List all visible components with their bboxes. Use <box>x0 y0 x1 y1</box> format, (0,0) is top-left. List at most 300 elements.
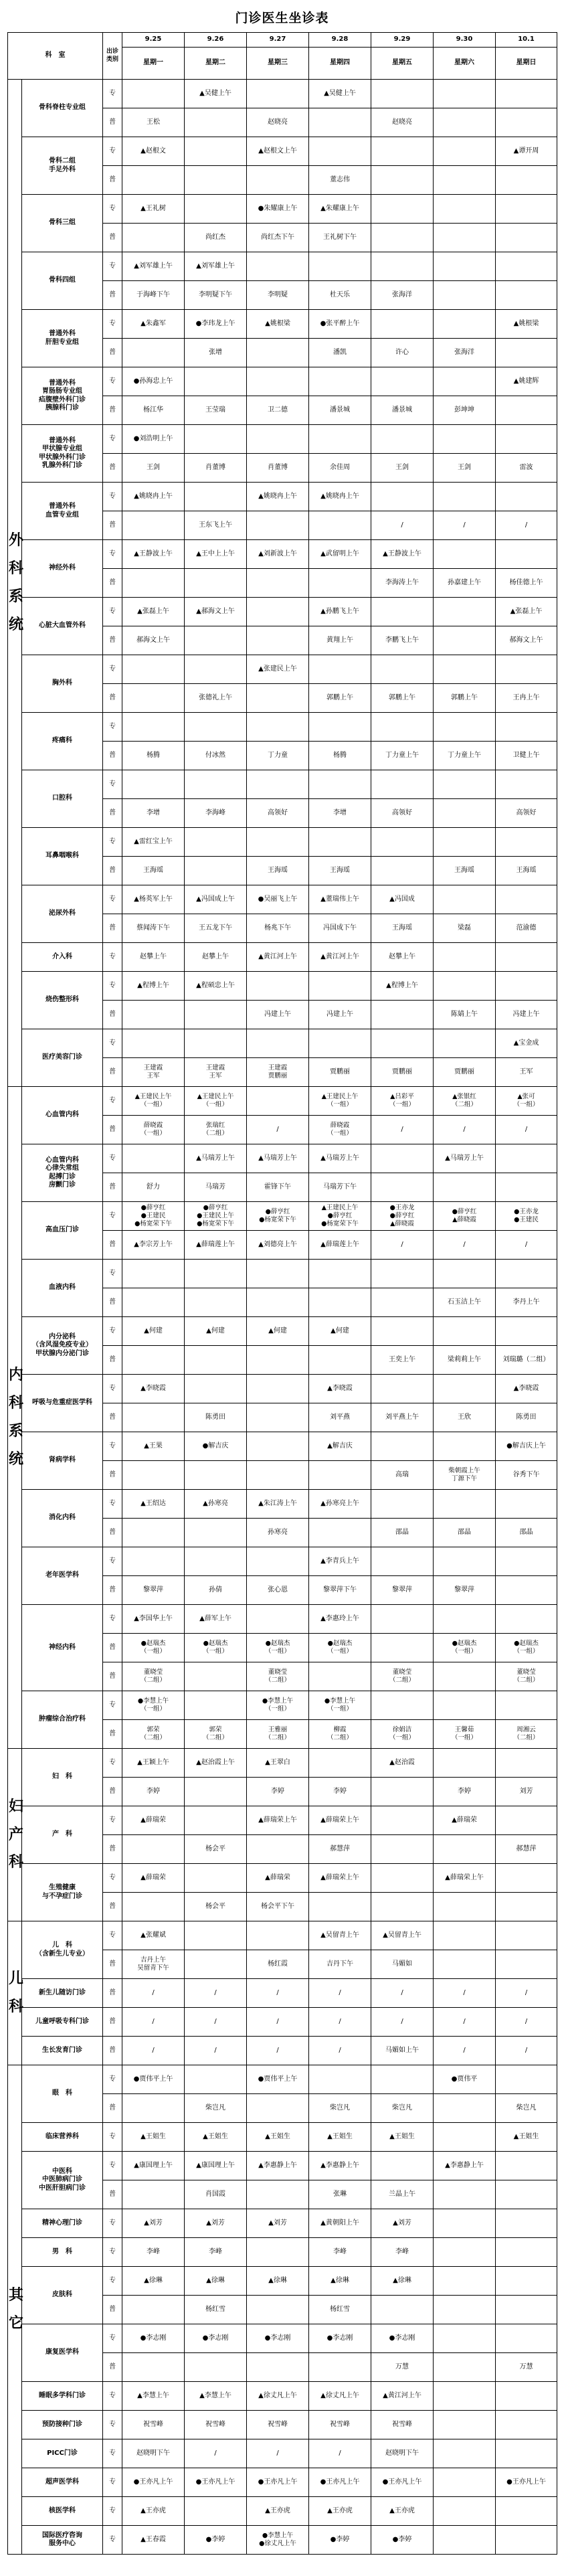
doctor-cell: 柴朝霞上午 丁源下午 <box>434 1461 496 1490</box>
doctor-cell: 董志伟 <box>309 166 371 195</box>
doctor-cell <box>371 770 434 799</box>
doctor-cell: 杨会平 <box>185 1893 247 1921</box>
doctor-cell <box>434 1547 496 1576</box>
doctor-cell <box>496 2439 557 2468</box>
doctor-cell <box>434 310 496 339</box>
doctor-cell: 马媚如 <box>371 1950 434 1979</box>
doctor-cell <box>496 2296 557 2324</box>
doctor-cell: ▲薛瑞荣 <box>247 1864 309 1893</box>
doctor-cell <box>185 1519 247 1547</box>
doctor-cell <box>496 252 557 281</box>
doctor-cell: 李鹏飞上午 <box>371 626 434 655</box>
department-name: 老年医学科 <box>22 1547 103 1605</box>
doctor-cell <box>185 1778 247 1806</box>
header-date: 9.27 <box>247 33 309 48</box>
doctor-cell: ●王亦龙 ●王建民 <box>496 1202 557 1231</box>
doctor-cell: / <box>185 2037 247 2065</box>
department-name: 产 科 <box>22 1806 103 1864</box>
doctor-cell: / <box>496 1231 557 1260</box>
doctor-cell <box>122 1346 185 1375</box>
schedule-row <box>8 2065 557 2094</box>
doctor-cell: 陈婧上午 <box>434 1001 496 1029</box>
schedule-row <box>8 483 557 511</box>
doctor-cell: 王松 <box>122 108 185 137</box>
doctor-cell <box>371 1288 434 1317</box>
doctor-cell <box>371 166 434 195</box>
section-label <box>8 1749 22 1921</box>
doctor-cell: ▲王亦虎 <box>122 2497 185 2526</box>
doctor-cell: 李海峰 <box>185 799 247 828</box>
doctor-cell <box>371 310 434 339</box>
doctor-cell: ▲何建 <box>309 1317 371 1346</box>
doctor-cell: ▲赵根文上午 <box>247 137 309 166</box>
doctor-cell: ●朱耀康上午 <box>247 195 309 224</box>
doctor-cell <box>185 1806 247 1835</box>
schedule-row <box>8 425 557 454</box>
doctor-cell: 李峰 <box>122 2238 185 2267</box>
doctor-cell <box>309 1461 371 1490</box>
department-name: 普通外科 肝胆专业组 <box>22 310 103 367</box>
visit-type: 专 <box>103 2209 122 2238</box>
doctor-cell: ▲朱鑫军 <box>122 310 185 339</box>
doctor-cell: ●赵瑞杰 （一组） <box>247 1634 309 1662</box>
doctor-cell: ▲王亦虎 <box>371 2497 434 2526</box>
doctor-cell <box>434 943 496 972</box>
doctor-cell <box>309 425 371 454</box>
doctor-cell: ●赵瑞杰 （一组） <box>185 1634 247 1662</box>
doctor-cell <box>371 195 434 224</box>
doctor-cell: ▲姚晓冉上午 <box>122 483 185 511</box>
schedule-row <box>8 1087 557 1116</box>
doctor-cell: ●王亦凡上午 <box>371 2468 434 2497</box>
doctor-cell <box>371 483 434 511</box>
doctor-cell: ▲薛瑞莲上午 <box>309 1231 371 1260</box>
department-name: 儿 科 （含新生儿专业） <box>22 1921 103 1979</box>
doctor-cell: ▲刘芳 <box>371 2209 434 2238</box>
department-name: 眼 科 <box>22 2065 103 2123</box>
doctor-cell <box>496 2180 557 2209</box>
schedule-row <box>8 655 557 684</box>
doctor-cell: ▲刘德亮上午 <box>247 1231 309 1260</box>
doctor-cell <box>247 1461 309 1490</box>
doctor-cell: ▲程博上午 <box>371 972 434 1001</box>
department-name: 生长发育门诊 <box>22 2037 103 2065</box>
doctor-cell <box>185 626 247 655</box>
doctor-cell <box>496 885 557 914</box>
doctor-cell: ▲黄朝阳上午 <box>309 2209 371 2238</box>
header-dept: 科 室 <box>8 33 103 80</box>
doctor-cell <box>247 828 309 857</box>
doctor-cell: ▲何建 <box>247 1317 309 1346</box>
doctor-cell <box>434 2353 496 2382</box>
doctor-cell: ▲王建民上午 （一组） <box>122 1087 185 1116</box>
schedule-row <box>8 2238 557 2267</box>
doctor-cell: ●李婷 <box>371 2526 434 2555</box>
doctor-cell: ▲徐琳 <box>309 2267 371 2296</box>
doctor-cell: / <box>371 1231 434 1260</box>
doctor-cell: ▲王亦虎 <box>309 2497 371 2526</box>
header-weekday: 星期三 <box>247 48 309 80</box>
visit-type: 普 <box>103 1116 122 1144</box>
doctor-cell: ▲徐丈凡上午 <box>247 2382 309 2411</box>
doctor-cell <box>496 943 557 972</box>
doctor-cell: ▲吴留青上午 <box>309 1921 371 1950</box>
schedule-row <box>8 80 557 108</box>
doctor-cell: ▲薛瑞莲上午 <box>185 1231 247 1260</box>
schedule-row <box>8 1375 557 1403</box>
doctor-cell: 董晓莹 （二组） <box>247 1662 309 1691</box>
visit-type: 专 <box>103 195 122 224</box>
doctor-cell: ▲吴健上午 <box>185 80 247 108</box>
doctor-cell: ▲谭开周 <box>496 137 557 166</box>
doctor-cell <box>434 2468 496 2497</box>
doctor-cell: ▲孙寒亮上午 <box>309 1490 371 1519</box>
doctor-cell <box>496 108 557 137</box>
doctor-cell <box>496 483 557 511</box>
section-label-char: 产 <box>9 1826 24 1843</box>
doctor-cell: 董晓莹 （二组） <box>122 1662 185 1691</box>
doctor-cell: 张增 <box>185 339 247 367</box>
department-name: 肿瘤综合治疗科 <box>22 1691 103 1749</box>
doctor-cell <box>371 1260 434 1288</box>
doctor-cell: ●李慧上午 （一组） <box>247 1691 309 1720</box>
header-weekday: 星期六 <box>434 48 496 80</box>
visit-type: 专 <box>103 1317 122 1346</box>
department-name: 新生儿随访门诊 <box>22 1979 103 2008</box>
doctor-cell: / <box>434 1116 496 1144</box>
schedule-row <box>8 828 557 857</box>
doctor-cell: ▲孙鹏飞上午 <box>309 598 371 626</box>
doctor-cell <box>122 684 185 713</box>
doctor-cell <box>434 195 496 224</box>
doctor-cell <box>496 1950 557 1979</box>
doctor-cell <box>309 713 371 742</box>
doctor-cell: ▲杨英军上午 <box>122 885 185 914</box>
doctor-cell: 郝慧萍 <box>496 1835 557 1864</box>
doctor-cell: 梁磊 <box>434 914 496 943</box>
department-name: 肾病学科 <box>22 1432 103 1490</box>
doctor-cell <box>185 655 247 684</box>
doctor-cell <box>434 1490 496 1519</box>
schedule-row <box>8 2008 557 2037</box>
doctor-cell <box>371 1001 434 1029</box>
schedule-row <box>8 943 557 972</box>
doctor-cell <box>185 137 247 166</box>
doctor-cell <box>247 1260 309 1288</box>
doctor-cell: ▲张可 （一组） <box>496 1087 557 1116</box>
doctor-cell: 张琳 <box>309 2180 371 2209</box>
doctor-cell <box>434 2526 496 2555</box>
doctor-cell <box>122 1029 185 1058</box>
doctor-cell: 柴岂凡 <box>309 2094 371 2123</box>
doctor-cell <box>371 1432 434 1461</box>
doctor-cell: ▲吴留青上午 <box>371 1921 434 1950</box>
schedule-row <box>8 2037 557 2065</box>
doctor-cell: 李婷 <box>247 1778 309 1806</box>
doctor-cell <box>434 799 496 828</box>
doctor-cell: 王剑 <box>371 454 434 483</box>
doctor-cell: ▲姚根梁 <box>496 310 557 339</box>
doctor-cell <box>122 1403 185 1432</box>
doctor-cell <box>434 367 496 396</box>
doctor-cell: 尚红杰 <box>185 224 247 252</box>
doctor-cell: 杨红雪 <box>185 2296 247 2324</box>
doctor-cell: ▲王春霞 <box>122 2526 185 2555</box>
doctor-cell <box>247 713 309 742</box>
doctor-cell <box>309 1346 371 1375</box>
doctor-cell: ▲孙寒亮 <box>185 1490 247 1519</box>
doctor-cell <box>496 2324 557 2353</box>
doctor-cell <box>434 483 496 511</box>
doctor-cell <box>371 1173 434 1202</box>
doctor-cell <box>371 1691 434 1720</box>
doctor-cell <box>247 569 309 598</box>
doctor-cell: 贾鹏丽 <box>434 1058 496 1087</box>
department-name: 预防接种门诊 <box>22 2411 103 2439</box>
doctor-cell: ●王亦凡上午 <box>247 2468 309 2497</box>
doctor-cell: 王剑 <box>122 454 185 483</box>
visit-type: 普 <box>103 1173 122 1202</box>
schedule-row <box>8 972 557 1001</box>
department-name: 中医科 中医肺病门诊 中医肝胆病门诊 <box>22 2152 103 2209</box>
doctor-cell <box>247 770 309 799</box>
doctor-cell: 丁力童上午 <box>371 742 434 770</box>
doctor-cell: 王馨茹 （一组） <box>434 1720 496 1749</box>
header-visit-type: 出诊类别 <box>103 33 122 80</box>
doctor-cell: 王雅丽 （二组） <box>247 1720 309 1749</box>
doctor-cell: ●孙海忠上午 <box>122 367 185 396</box>
doctor-cell <box>371 2152 434 2180</box>
doctor-cell <box>371 1893 434 1921</box>
doctor-cell <box>496 2065 557 2094</box>
doctor-cell <box>247 1403 309 1432</box>
department-name: 疼痛科 <box>22 713 103 770</box>
doctor-cell <box>371 1806 434 1835</box>
doctor-cell <box>371 252 434 281</box>
doctor-cell: 肖国霞 <box>185 2180 247 2209</box>
doctor-cell: ●赵瑞杰 （一组） <box>434 1634 496 1662</box>
doctor-cell: 贾鹏丽 <box>309 1058 371 1087</box>
doctor-cell: ●解吉庆 <box>185 1432 247 1461</box>
doctor-cell: / <box>434 511 496 540</box>
schedule-row <box>8 1317 557 1346</box>
visit-type: 专 <box>103 425 122 454</box>
doctor-cell: ▲吴健上午 <box>309 80 371 108</box>
schedule-row <box>8 195 557 224</box>
doctor-cell: 高领好 <box>496 799 557 828</box>
doctor-cell <box>122 339 185 367</box>
doctor-cell <box>434 80 496 108</box>
visit-type: 普 <box>103 339 122 367</box>
doctor-cell: ●薛亨红 ▲薛晓霞 <box>434 1202 496 1231</box>
doctor-cell: 王海瑶 <box>247 857 309 885</box>
doctor-cell: 邵晶 <box>496 1519 557 1547</box>
doctor-cell <box>496 655 557 684</box>
doctor-cell: 马瑞芳下午 <box>309 1173 371 1202</box>
doctor-cell: ●李志刚 <box>122 2324 185 2353</box>
doctor-cell <box>247 1375 309 1403</box>
doctor-cell <box>434 2411 496 2439</box>
section-label-char: 妇 <box>9 1798 24 1815</box>
doctor-cell <box>434 1749 496 1778</box>
doctor-cell: ●刘浩明上午 <box>122 425 185 454</box>
department-name: 胸外科 <box>22 655 103 713</box>
doctor-cell: ▲王建民上午 （一组） <box>309 1087 371 1116</box>
department-name: 普通外科 血管专业组 <box>22 483 103 540</box>
section-label-char: 系 <box>9 588 24 605</box>
section-label-char: 内 <box>9 1367 24 1384</box>
doctor-cell: / <box>309 2439 371 2468</box>
doctor-cell <box>496 1691 557 1720</box>
visit-type: 普 <box>103 224 122 252</box>
doctor-cell: 郝海文上午 <box>122 626 185 655</box>
doctor-cell: 杨会平 <box>185 1835 247 1864</box>
doctor-cell <box>496 2411 557 2439</box>
doctor-cell <box>496 1749 557 1778</box>
section-label-char: 系 <box>9 1423 24 1440</box>
doctor-cell <box>122 2353 185 2382</box>
doctor-cell: 王军 <box>496 1058 557 1087</box>
doctor-cell <box>371 137 434 166</box>
doctor-cell <box>434 2209 496 2238</box>
doctor-cell <box>122 1519 185 1547</box>
doctor-cell: ▲王静波上午 <box>122 540 185 569</box>
visit-type: 专 <box>103 483 122 511</box>
visit-type: 普 <box>103 454 122 483</box>
doctor-cell: ●李慧上午 （一组） <box>122 1691 185 1720</box>
doctor-cell <box>309 655 371 684</box>
doctor-cell <box>434 1317 496 1346</box>
doctor-cell: 王东飞上午 <box>185 511 247 540</box>
visit-type: 专 <box>103 2439 122 2468</box>
doctor-cell: ●薛亨红 ●杨宽荣下午 <box>247 1202 309 1231</box>
doctor-cell: ▲薛瑞荣上午 <box>247 1806 309 1835</box>
doctor-cell: ▲王亦虎 <box>247 2497 309 2526</box>
doctor-cell <box>496 2382 557 2411</box>
visit-type: 专 <box>103 1432 122 1461</box>
header-weekday: 星期四 <box>309 48 371 80</box>
doctor-cell: ●吴丽飞上午 <box>247 885 309 914</box>
doctor-cell: ▲吕彩平 （一组） <box>371 1087 434 1116</box>
department-name: 神经外科 <box>22 540 103 598</box>
doctor-cell: 雷波 <box>496 454 557 483</box>
schedule-row <box>8 540 557 569</box>
doctor-cell: ▲冯国成 <box>371 885 434 914</box>
visit-type: 专 <box>103 2152 122 2180</box>
doctor-cell: 孙倩 <box>185 1576 247 1605</box>
schedule-row <box>8 2123 557 2152</box>
doctor-cell <box>496 972 557 1001</box>
department-name: 骨科二组 手足外科 <box>22 137 103 195</box>
department-name: 生殖健康 与不孕症门诊 <box>22 1864 103 1921</box>
doctor-cell <box>185 1260 247 1288</box>
visit-type: 普 <box>103 1288 122 1317</box>
doctor-cell <box>122 2180 185 2209</box>
doctor-cell: / <box>496 1116 557 1144</box>
doctor-cell <box>496 2152 557 2180</box>
doctor-cell: ▲张银红 （二组） <box>434 1087 496 1116</box>
doctor-cell: ▲刘芳 <box>247 2209 309 2238</box>
visit-type: 普 <box>103 914 122 943</box>
doctor-cell: 柴岂凡 <box>185 2094 247 2123</box>
doctor-cell <box>434 713 496 742</box>
doctor-cell <box>434 1260 496 1288</box>
section-label-char: 外 <box>9 532 24 549</box>
doctor-cell: / <box>247 1116 309 1144</box>
doctor-cell: ▲姚晓冉上午 <box>247 483 309 511</box>
doctor-cell: 王建霞 王军 <box>185 1058 247 1087</box>
visit-type: 普 <box>103 2037 122 2065</box>
visit-type: 普 <box>103 684 122 713</box>
doctor-cell: ▲张磊上午 <box>496 598 557 626</box>
doctor-cell <box>122 511 185 540</box>
visit-type: 普 <box>103 1058 122 1087</box>
doctor-cell: ●李慧上午 （一组） <box>309 1691 371 1720</box>
doctor-cell: 王礼树下午 <box>309 224 371 252</box>
doctor-cell <box>434 1921 496 1950</box>
department-name: 骨科脊柱专业组 <box>22 80 103 137</box>
doctor-cell: / <box>434 1231 496 1260</box>
schedule-row <box>8 1490 557 1519</box>
doctor-cell <box>122 1260 185 1288</box>
doctor-cell: / <box>247 2008 309 2037</box>
doctor-cell <box>122 2296 185 2324</box>
section-label <box>8 1087 22 1749</box>
doctor-cell: ▲王建民上午 ●薛亨红 ●杨宽荣下午 <box>309 1202 371 1231</box>
doctor-cell: ▲郝海文上午 <box>185 598 247 626</box>
doctor-cell: ▲李惠静上午 <box>247 2152 309 2180</box>
doctor-cell <box>496 1864 557 1893</box>
doctor-cell <box>247 1087 309 1116</box>
doctor-cell: 谷秀下午 <box>496 1461 557 1490</box>
visit-type: 专 <box>103 1375 122 1403</box>
section-label-char: 科 <box>9 1998 24 2015</box>
department-name: PICC门诊 <box>22 2439 103 2468</box>
doctor-cell: ▲王翠白 <box>247 1749 309 1778</box>
visit-type: 普 <box>103 1403 122 1432</box>
doctor-cell: ▲解吉庆 <box>309 1432 371 1461</box>
doctor-cell: ▲董瑞伟上午 <box>309 885 371 914</box>
doctor-cell: / <box>496 1979 557 2008</box>
doctor-cell <box>247 2238 309 2267</box>
page-title: 门诊医生坐诊表 <box>235 11 329 25</box>
doctor-cell <box>185 1001 247 1029</box>
doctor-cell <box>247 166 309 195</box>
department-name: 儿童呼吸专科门诊 <box>22 2008 103 2037</box>
doctor-cell: 郭鹏上午 <box>371 684 434 713</box>
doctor-cell: 黎翠萍下午 <box>309 1576 371 1605</box>
doctor-cell: ▲薛瑞荣 <box>434 1806 496 1835</box>
section-label-char: 其 <box>9 2287 24 2304</box>
doctor-cell: ▲何建 <box>185 1317 247 1346</box>
doctor-cell <box>185 425 247 454</box>
doctor-cell <box>434 2094 496 2123</box>
department-name: 精神心理门诊 <box>22 2209 103 2238</box>
doctor-cell: ●王亦凡上午 <box>122 2468 185 2497</box>
department-name: 医疗美容门诊 <box>22 1029 103 1087</box>
doctor-cell: 肖董博 <box>185 454 247 483</box>
doctor-cell: ●李婷 <box>309 2526 371 2555</box>
doctor-cell: 于海峰下午 <box>122 281 185 310</box>
doctor-cell: ●赵瑞杰 （一组） <box>122 1634 185 1662</box>
visit-type: 普 <box>103 1634 122 1662</box>
doctor-cell: 陈勇田 <box>185 1403 247 1432</box>
visit-type: 普 <box>103 799 122 828</box>
doctor-cell: / <box>247 2037 309 2065</box>
schedule-row <box>8 770 557 799</box>
visit-type: 普 <box>103 281 122 310</box>
visit-type: 专 <box>103 137 122 166</box>
